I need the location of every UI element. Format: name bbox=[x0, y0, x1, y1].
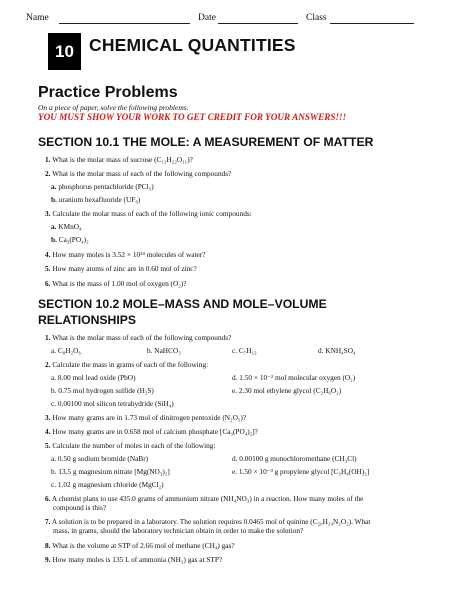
date-field[interactable] bbox=[218, 23, 298, 24]
question-number: 3. bbox=[45, 413, 51, 422]
name-label: Name bbox=[26, 13, 49, 23]
question-text: What is the molar mass of each of the following compounds? bbox=[52, 169, 232, 178]
s2-question-8 bbox=[45, 541, 235, 550]
s2-question-9 bbox=[45, 555, 222, 564]
s1-question-5 bbox=[45, 264, 197, 273]
question-number: 4. bbox=[45, 427, 51, 436]
s2-q2-part-e: e. 2.30 mol ethylene glycol (C₂H₆O₂) bbox=[232, 386, 342, 395]
practice-title: Practice Problems bbox=[38, 84, 178, 101]
practice-warning: YOU MUST SHOW YOUR WORK TO GET CREDIT FOR YOUR ANSWERS!!! bbox=[38, 112, 347, 122]
s1-question-1 bbox=[45, 155, 193, 164]
question-number: 6. bbox=[45, 494, 51, 503]
s2-q1-part-b: b. NaHCO₃ bbox=[147, 346, 181, 355]
question-text: Calculate the mass in grams of each of the following: bbox=[52, 360, 209, 369]
s2-question-3 bbox=[45, 413, 246, 422]
s1-question-2 bbox=[45, 169, 231, 178]
question-text: How many grams are in 1.73 mol of dinitrogen pentoxide (N₂O₅)? bbox=[52, 413, 247, 422]
part-text: Ca₃(PO₄)₂ bbox=[58, 235, 89, 244]
s2-question-5 bbox=[45, 441, 215, 450]
part-letter: b. bbox=[51, 195, 57, 204]
s2-question-6 bbox=[45, 494, 455, 512]
s2-question-1 bbox=[45, 333, 231, 342]
question-text: Calculate the number of moles in each of the following: bbox=[52, 441, 216, 450]
part-letter: a. bbox=[51, 222, 57, 231]
s2-q5-part-a: a. 0.50 g sodium bromide (NaBr) bbox=[51, 454, 149, 463]
class-field[interactable] bbox=[330, 23, 414, 24]
section-10-2-title bbox=[38, 296, 327, 328]
question-text: What is the molar mass of each of the following compounds? bbox=[52, 333, 232, 342]
part-letter: b. bbox=[51, 235, 57, 244]
s2-q1-part-a: a. C₈H₂O₆ bbox=[51, 346, 81, 355]
s1-question-4 bbox=[45, 250, 205, 259]
s2-q2-part-c: c. 0.00100 mol silicon tetrahydride (SiH₄) bbox=[51, 399, 174, 408]
s1-q2-part-b bbox=[51, 195, 140, 204]
question-number: 1. bbox=[45, 155, 51, 164]
question-text: What is the molar mass of sucrose (C₁₂H₂₂O₁₁)? bbox=[52, 155, 193, 164]
question-text-line-2: mass, in grams, should the laboratory technician obtain in order to make the solution? bbox=[53, 526, 304, 535]
name-field[interactable] bbox=[59, 23, 190, 24]
question-number: 2. bbox=[45, 360, 51, 369]
question-text: How many grams are in 0.658 mol of calcium phosphate [Ca₃(PO₄)₂]? bbox=[52, 427, 258, 436]
section-10-1-title: SECTION 10.1 THE MOLE: A MEASUREMENT OF MATTER bbox=[38, 135, 374, 149]
s2-q2-part-a: a. 8.00 mol lead oxide (PbO) bbox=[51, 373, 136, 382]
date-label: Date bbox=[198, 13, 216, 23]
question-text-line-2: compound is this? bbox=[53, 503, 107, 512]
s2-q1-part-d: d. KNH₄SO₄ bbox=[318, 346, 356, 355]
question-number: 9. bbox=[45, 555, 51, 564]
s2-q5-part-d: d. 0.00100 g monochloromethane (CH₃Cl) bbox=[232, 454, 357, 463]
s2-q2-part-b: b. 0.75 mol hydrogen sulfide (H₂S) bbox=[51, 386, 154, 395]
chapter-title: CHEMICAL QUANTITIES bbox=[89, 35, 296, 55]
s1-q3-part-b bbox=[51, 235, 89, 244]
s1-question-3 bbox=[45, 209, 252, 218]
s2-question-4 bbox=[45, 427, 258, 436]
s2-q1-part-c: c. C₇H₁₂ bbox=[232, 346, 257, 355]
section-title-line-1: SECTION 10.2 MOLE–MASS AND MOLE–VOLUME bbox=[38, 297, 327, 311]
question-text-line-1: A chemist plans to use 435.0 grams of ammonium nitrate (NH₄NO₃) in a reaction. How many moles of the bbox=[51, 494, 364, 503]
question-number: 4. bbox=[45, 250, 51, 259]
s2-question-2 bbox=[45, 360, 208, 369]
question-text-line-1: A solution is to be prepared in a laboratory. The solution requires 0.0465 mol of quinine (C₂₀H₂₄N₂O₂). What bbox=[51, 517, 371, 526]
s2-question-7 bbox=[45, 517, 455, 535]
s2-q5-part-c: c. 1.02 g magnesium chloride (MgCl₂) bbox=[51, 480, 164, 489]
class-label: Class bbox=[306, 13, 327, 23]
part-text: phosphorus pentachloride (PCl₅) bbox=[58, 182, 154, 191]
part-text: uranium hexafluoride (UF₆) bbox=[58, 195, 141, 204]
question-text: How many atoms of zinc are in 0.60 mol of zinc? bbox=[52, 264, 197, 273]
part-letter: a. bbox=[51, 182, 57, 191]
question-number: 6. bbox=[45, 279, 51, 288]
s1-q3-part-a bbox=[51, 222, 82, 231]
question-number: 3. bbox=[45, 209, 51, 218]
s2-q5-part-b: b. 13.5 g magnesium nitrate [Mg(NO₃)₂] bbox=[51, 467, 170, 476]
section-title-line-2: RELATIONSHIPS bbox=[38, 313, 136, 327]
s2-q5-part-e: e. 1.50 × 10⁻³ g propylene glycol [C₃H₄(OH)₂] bbox=[232, 467, 370, 476]
question-number: 2. bbox=[45, 169, 51, 178]
question-number: 1. bbox=[45, 333, 51, 342]
question-number: 5. bbox=[45, 264, 51, 273]
question-text: What is the volume at STP of 2.66 mol of methane (CH₄) gas? bbox=[52, 541, 235, 550]
part-text: KMnO₄ bbox=[58, 222, 82, 231]
s2-q2-part-d: d. 1.50 × 10⁻² mol molecular oxygen (O₂) bbox=[232, 373, 356, 382]
question-number: 8. bbox=[45, 541, 51, 550]
s1-q2-part-a bbox=[51, 182, 154, 191]
question-number: 5. bbox=[45, 441, 51, 450]
question-number: 7. bbox=[45, 517, 51, 526]
question-text: What is the mass of 1.00 mol of oxygen (O₂)? bbox=[52, 279, 187, 288]
chapter-number-badge: 10 bbox=[48, 33, 81, 70]
s1-question-6 bbox=[45, 279, 186, 288]
question-text: How many moles is 135 L of ammonia (NH₃) gas at STP? bbox=[52, 555, 223, 564]
question-text: Calculate the molar mass of each of the following ionic compounds: bbox=[52, 209, 252, 218]
practice-instructions: On a piece of paper, solve the following problems. bbox=[38, 103, 189, 112]
question-text: How many moles is 3.52 × 10²⁴ molecules of water? bbox=[52, 250, 206, 259]
